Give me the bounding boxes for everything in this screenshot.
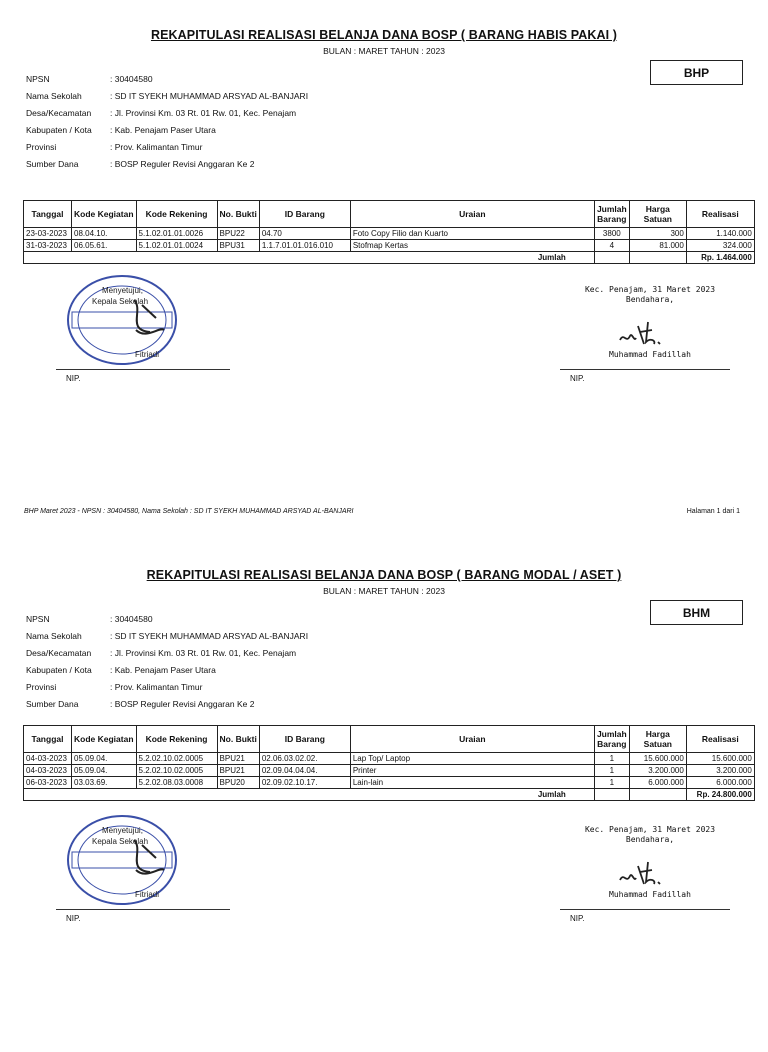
info-value: : Jl. Provinsi Km. 03 Rt. 01 Rw. 01, Kec. Penajam [110,107,297,118]
info-label: Kabupaten / Kota [26,664,92,675]
place-date: Kec. Penajam, 31 Maret 2023 [584,285,716,294]
info-label: Desa/Kecamatan [26,107,92,118]
cell-barang: 1.1.7.01.01.016.010 [259,240,350,252]
cell-harga: 81.000 [629,240,686,252]
col-kegiatan: Kode Kegiatan [72,726,137,753]
info-label: NPSN [26,73,50,84]
treasurer-role: Bendahara, [625,295,675,304]
info-value: : 30404580 [110,613,153,624]
info-label: Kabupaten / Kota [26,124,92,135]
treasurer-signature [618,858,664,888]
cell-tanggal: 23-03-2023 [24,228,72,240]
cell-realisasi: 15.600.000 [686,753,754,765]
info-label: Desa/Kecamatan [26,647,92,658]
treasurer-nip: NIP. [570,374,585,383]
report-code-box: BHM [650,600,743,625]
cell-barang: 02.06.03.02.02. [259,753,350,765]
table-row [24,753,755,765]
info-value: : BOSP Reguler Revisi Anggaran Ke 2 [110,698,255,709]
col-kegiatan: Kode Kegiatan [72,201,137,228]
cell-barang: 02.09.02.10.17. [259,777,350,789]
total-row [24,252,755,264]
total-value: Rp. 24.800.000 [686,789,754,801]
report-bhp [0,0,768,515]
col-tanggal: Tanggal [24,201,72,228]
report-title: REKAPITULASI REALISASI BELANJA DANA BOSP ( BARANG MODAL / ASET ) [146,568,622,582]
info-value: : Prov. Kalimantan Timur [110,681,203,692]
col-jumlah: Jumlah Barang [594,726,629,753]
info-label: NPSN [26,613,50,624]
cell-rekening: 5.1.02.01.01.0024 [136,240,217,252]
cell-bukti: BPU22 [217,228,259,240]
approval-block [86,825,148,847]
info-label: Provinsi [26,681,57,692]
signature-line [56,369,230,370]
cell-uraian: Foto Copy Filio dan Kuarto [350,228,594,240]
cell-tanggal: 06-03-2023 [24,777,72,789]
col-rekening: Kode Rekening [136,726,217,753]
col-bukti: No. Bukti [217,201,259,228]
info-value: : Jl. Provinsi Km. 03 Rt. 01 Rw. 01, Kec. Penajam [110,647,297,658]
cell-uraian: Printer [350,765,594,777]
total-label: Jumlah [24,252,595,264]
cell-rekening: 5.2.02.10.02.0005 [136,765,217,777]
col-barang: ID Barang [259,726,350,753]
info-value: : 30404580 [110,73,153,84]
approve-line: Menyetujui, [102,826,143,835]
col-harga: Harga Satuan [629,201,686,228]
col-barang: ID Barang [259,201,350,228]
cell-jumlah: 1 [594,765,629,777]
cell-bukti: BPU20 [217,777,259,789]
expense-table [23,200,755,264]
cell-kegiatan: 05.09.04. [72,765,137,777]
expense-table [23,725,755,801]
cell-rekening: 5.2.02.10.02.0005 [136,753,217,765]
cell-bukti: BPU31 [217,240,259,252]
cell-rekening: 5.2.02.08.03.0008 [136,777,217,789]
principal-role: Kepala Sekolah [92,297,149,306]
info-label: Nama Sekolah [26,90,82,101]
approval-block [86,285,148,307]
report-bhm [0,540,768,1052]
cell-jumlah: 3800 [594,228,629,240]
place-date: Kec. Penajam, 31 Maret 2023 [584,825,716,834]
info-value: : SD IT SYEKH MUHAMMAD ARSYAD AL-BANJARI [110,630,309,641]
approve-line: Menyetujui, [102,286,143,295]
cell-kegiatan: 03.03.69. [72,777,137,789]
info-value: : BOSP Reguler Revisi Anggaran Ke 2 [110,158,255,169]
treasurer-block [560,285,740,305]
treasurer-nip: NIP. [570,914,585,923]
report-period: BULAN : MARET TAHUN : 2023 [323,586,445,596]
total-row [24,789,755,801]
info-value: : SD IT SYEKH MUHAMMAD ARSYAD AL-BANJARI [110,90,309,101]
page-number: Halaman 1 dari 1 [686,508,740,515]
col-rekening: Kode Rekening [136,201,217,228]
school-info [26,70,308,172]
col-uraian: Uraian [350,201,594,228]
cell-bukti: BPU21 [217,765,259,777]
total-label: Jumlah [24,789,595,801]
info-label: Sumber Dana [26,698,79,709]
col-realisasi: Realisasi [686,726,754,753]
table-row [24,777,755,789]
cell-kegiatan: 05.09.04. [72,753,137,765]
info-value: : Prov. Kalimantan Timur [110,141,203,152]
cell-uraian: Lap Top/ Laptop [350,753,594,765]
col-bukti: No. Bukti [217,726,259,753]
treasurer-block [560,825,740,845]
total-empty [594,252,629,264]
cell-harga: 15.600.000 [629,753,686,765]
report-title: REKAPITULASI REALISASI BELANJA DANA BOSP ( BARANG HABIS PAKAI ) [150,28,618,42]
col-jumlah: Jumlah Barang [594,201,629,228]
info-label: Provinsi [26,141,57,152]
cell-realisasi: 3.200.000 [686,765,754,777]
info-value: : Kab. Penajam Paser Utara [110,664,216,675]
page-footer: BHP Maret 2023 - NPSN : 30404580, Nama Sekolah : SD IT SYEKH MUHAMMAD ARSYAD AL-BANJARI [24,508,354,515]
cell-tanggal: 31-03-2023 [24,240,72,252]
signature-line [56,909,230,910]
treasurer-name: Muhammad Fadillah [609,350,691,359]
school-info [26,610,308,712]
cell-harga: 3.200.000 [629,765,686,777]
cell-bukti: BPU21 [217,753,259,765]
cell-barang: 02.09.04.04.04. [259,765,350,777]
treasurer-signature [618,318,664,348]
col-tanggal: Tanggal [24,726,72,753]
principal-name: Fitriadi [135,350,160,359]
cell-barang: 04.70 [259,228,350,240]
table-row [24,240,755,252]
cell-uraian: Lain-lain [350,777,594,789]
cell-jumlah: 4 [594,240,629,252]
table-row [24,228,755,240]
cell-jumlah: 1 [594,777,629,789]
cell-harga: 300 [629,228,686,240]
treasurer-role: Bendahara, [625,835,675,844]
principal-nip: NIP. [66,374,81,383]
col-harga: Harga Satuan [629,726,686,753]
signature-line [560,369,730,370]
principal-name: Fitriadi [135,890,160,899]
signature-line [560,909,730,910]
treasurer-name: Muhammad Fadillah [609,890,691,899]
info-value: : Kab. Penajam Paser Utara [110,124,216,135]
report-code-box: BHP [650,60,743,85]
total-empty [594,789,629,801]
cell-tanggal: 04-03-2023 [24,753,72,765]
principal-nip: NIP. [66,914,81,923]
cell-harga: 6.000.000 [629,777,686,789]
total-empty [629,252,686,264]
report-period: BULAN : MARET TAHUN : 2023 [323,46,445,56]
principal-role: Kepala Sekolah [92,837,149,846]
col-realisasi: Realisasi [686,201,754,228]
cell-uraian: Stofmap Kertas [350,240,594,252]
total-empty [629,789,686,801]
info-label: Nama Sekolah [26,630,82,641]
table-row [24,765,755,777]
cell-kegiatan: 08.04.10. [72,228,137,240]
col-uraian: Uraian [350,726,594,753]
cell-realisasi: 1.140.000 [686,228,754,240]
cell-rekening: 5.1.02.01.01.0026 [136,228,217,240]
cell-tanggal: 04-03-2023 [24,765,72,777]
cell-kegiatan: 06.05.61. [72,240,137,252]
cell-realisasi: 6.000.000 [686,777,754,789]
info-label: Sumber Dana [26,158,79,169]
total-value: Rp. 1.464.000 [686,252,754,264]
cell-realisasi: 324.000 [686,240,754,252]
cell-jumlah: 1 [594,753,629,765]
